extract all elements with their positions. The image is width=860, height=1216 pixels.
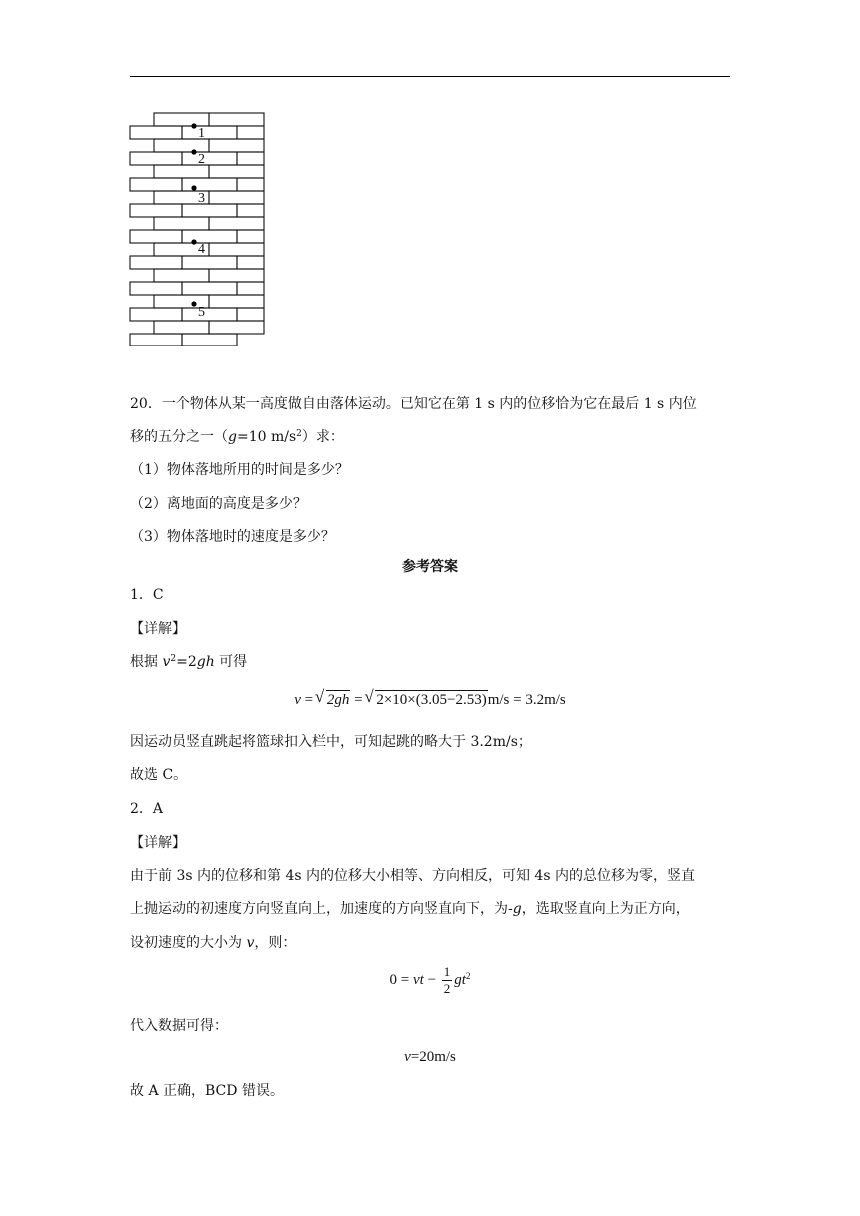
answer-2-conclusion: 故 A 正确，BCD 错误。 xyxy=(130,1083,284,1099)
answer-2-paragraph-1: 由于前 3s 内的位移和第 4s 内的位移大小相等、方向相反，可知 4s 内的总位移为零，竖直 xyxy=(130,868,695,884)
answer-2-paragraph-2: 上抛运动的初速度方向竖直向上，加速度的方向竖直向下，为-g，选取竖直向上为正方向， xyxy=(130,901,690,917)
answer-2-substitution: 代入数据可得： xyxy=(130,1018,228,1034)
question-20-line-1: 20．一个物体从某一高度做自由落体运动。已知它在第 1 s 内的位移恰为它在最后 1 s 内位 xyxy=(130,396,697,412)
ball-position-dot xyxy=(191,123,196,128)
brick-wall-figure xyxy=(128,110,268,346)
answer-2-paragraph-3: 设初速度的大小为 v，则： xyxy=(130,935,297,951)
answer-2-result: v=20m/s xyxy=(404,1049,456,1065)
answer-2-equation: 0 = vt − $\frac{1}{2}$ $gt^2$ xyxy=(389,964,471,997)
question-20-sub-3: （3）物体落地时的速度是多少？ xyxy=(130,529,335,545)
answer-1-text-2: 故选 C。 xyxy=(130,767,188,783)
ball-positions xyxy=(191,123,196,306)
question-20-sub-1: （1）物体落地所用的时间是多少？ xyxy=(130,462,349,478)
question-20-line-2: 移的五分之一（g=10 $m/s^2$）求： xyxy=(130,429,344,445)
answers-heading: 参考答案 xyxy=(402,559,458,575)
marker-label: 4 xyxy=(198,242,205,257)
ball-position-dot xyxy=(191,239,196,244)
answer-1-detail-tag: 【详解】 xyxy=(130,621,186,637)
ball-position-dot xyxy=(191,301,196,306)
marker-label: 5 xyxy=(198,305,205,320)
answer-1-label: 1．C xyxy=(130,587,164,603)
marker-label: 1 xyxy=(198,126,205,141)
header-rule xyxy=(130,76,730,77)
answer-1-basis: 根据 $v^2=2gh$ 可得 xyxy=(130,654,248,670)
answer-2-detail-tag: 【详解】 xyxy=(130,835,186,851)
answer-1-equation: v = √ 2gh = √ 2×10×(3.05−2.53)m/s = 3.2m/s xyxy=(130,690,730,710)
ball-position-dot xyxy=(191,185,196,190)
answer-2-label: 2．A xyxy=(130,801,164,817)
marker-label: 2 xyxy=(198,152,205,167)
question-20-sub-2: （2）离地面的高度是多少？ xyxy=(130,496,307,512)
brick-courses xyxy=(130,113,264,346)
marker-label: 3 xyxy=(198,191,205,206)
ball-position-dot xyxy=(191,149,196,154)
answer-1-text-1: 因运动员竖直跳起将篮球扣入栏中，可知起跳的略大于 3.2m/s； xyxy=(130,734,532,750)
